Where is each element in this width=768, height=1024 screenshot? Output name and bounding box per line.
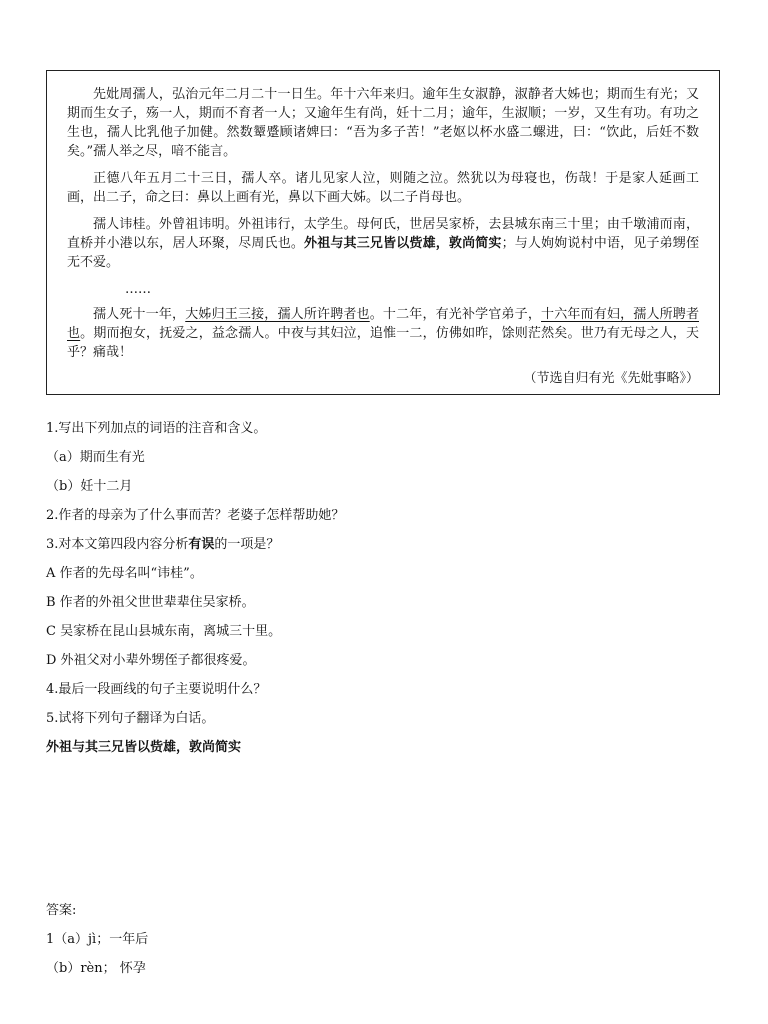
option-c: C 吴家桥在昆山县城东南，离城三十里。 [46,624,282,639]
answer-section [46,902,726,989]
passage-box [46,70,720,395]
question-1b: （b）妊十二月 [46,479,133,494]
question-4: 4.最后一段画线的句子主要说明什么？ [46,682,267,697]
passage-paragraph-2: 正德八年五月二十三日，孺人卒。诸儿见家人泣，则随之泣。然犹以为母寝也，伤哉！于是家人延画工画，出二子，命之曰：鼻以上画有光，鼻以下画大姊。以二子肖母也。 [67,171,699,205]
questions-section [46,420,726,768]
question-5-sentence: 外祖与其三兄皆以赀雄，敦尚简实 [46,740,242,755]
option-d: D 外祖父对小辈外甥侄子都很疼爱。 [46,653,256,668]
paragraph-4-part-c: 。期而抱女，抚爱之，益念孺人。中夜与其妇泣，追惟一二，仿佛如昨，馀则茫然矣。世乃有无母之人，天乎？痛哉！ [67,326,699,360]
paragraph-4-part-a: 孺人死十一年， [93,307,186,322]
answer-label: 答案: [46,903,77,918]
question-3 [46,536,726,565]
paragraph-3-bold-sentence: 外祖与其三兄皆以赀雄，敦尚简实 [304,236,502,251]
answer-1a: 1（a）jì；一年后 [46,932,149,947]
passage-paragraph-1: 先妣周孺人，弘治元年二月二十一日生。年十六年来归。逾年生女淑静，淑静者大姊也；期而生有光；又期而生女子，殇一人，期而不育者一人；又逾年生有尚，妊十二月；逾年，生淑顺；一岁，又生有功。有功之生也，孺人比乳他子加健。然数颦蹙顾诸婢曰：“吾为多子苦！”老妪以杯水盛二螺进，曰：“饮此，后妊不数矣。”孺人举之尽，喑不能言。 [67,87,699,159]
paragraph-4-part-b: 。十二年，有光补学官弟子， [369,307,542,322]
question-3-prefix: 3.对本文第四段内容分析 [46,537,189,552]
question-5: 5.试将下列句子翻译为白话。 [46,711,215,726]
question-1a: （a）期而生有光 [46,450,145,465]
underlined-sentence-2: 十六年而有妇，孺人所聘者也 [67,307,699,341]
passage-ellipsis: …… [125,282,151,297]
passage-paragraph-4 [67,305,699,362]
passage-source: （节选自归有光《先妣事略》） [523,371,699,386]
underlined-sentence-1: 大姊归王三接，孺人所许聘者也 [185,307,370,322]
option-a: A 作者的先母名叫“讳桂”。 [46,566,203,581]
option-b: B 作者的外祖父世世辈辈住吴家桥。 [46,595,255,610]
question-1: 1.写出下列加点的词语的注音和含义。 [46,421,267,436]
passage-paragraph-3 [67,215,699,272]
paragraph-3-start: 孺人讳桂。外曾祖讳明。外祖讳行，太学生。母何氏，世居吴家桥，去县城东南三十里；由千墩浦而南，直桥并小港以东，居人环聚，尽周氏也。 [67,217,699,251]
question-3-emphasis: 有误 [188,537,215,552]
question-2: 2.作者的母亲为了什么事而苦？老婆子怎样帮助她？ [46,508,345,523]
paragraph-3-end: ；与人姁姁说村中语，见子弟甥侄无不爱。 [67,236,699,270]
question-3-suffix: 的一项是？ [214,537,280,552]
answer-1b: （b）rèn； 怀孕 [46,961,146,976]
